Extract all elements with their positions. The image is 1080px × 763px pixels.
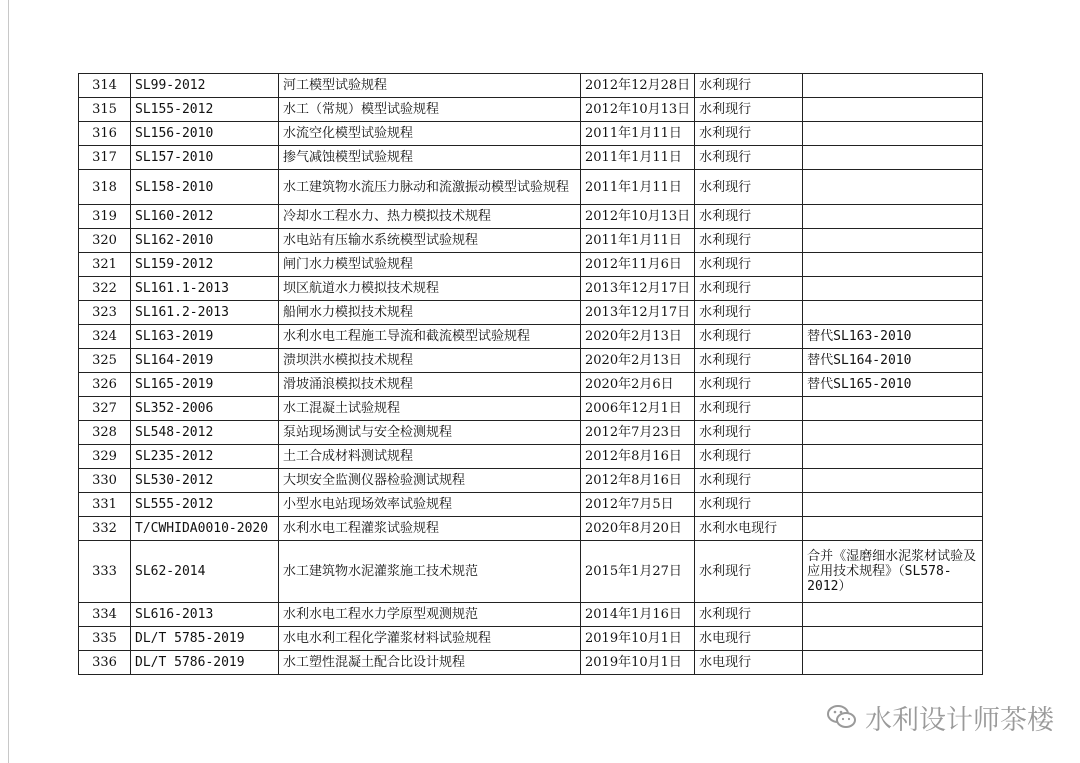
- cell-number: 316: [79, 122, 131, 146]
- cell-note: [803, 98, 983, 122]
- cell-note: [803, 253, 983, 277]
- cell-status: 水利现行: [695, 421, 803, 445]
- cell-standard-title: 水电站有压输水系统模型试验规程: [279, 229, 581, 253]
- cell-standard-code: DL/T 5785-2019: [131, 627, 279, 651]
- cell-standard-code: SL161.2-2013: [131, 301, 279, 325]
- table-row: [79, 170, 983, 205]
- cell-status: 水利现行: [695, 74, 803, 98]
- cell-note: [803, 517, 983, 541]
- cell-standard-title: 泵站现场测试与安全检测规程: [279, 421, 581, 445]
- table-row: [79, 603, 983, 627]
- cell-date: 2011年1月11日: [581, 229, 695, 253]
- cell-status: 水利现行: [695, 325, 803, 349]
- cell-standard-code: SL548-2012: [131, 421, 279, 445]
- cell-date: 2011年1月11日: [581, 170, 695, 205]
- cell-date: 2013年12月17日: [581, 277, 695, 301]
- table-row: [79, 651, 983, 675]
- table-row: [79, 421, 983, 445]
- cell-number: 319: [79, 205, 131, 229]
- cell-standard-title: 水工混凝土试验规程: [279, 397, 581, 421]
- cell-number: 322: [79, 277, 131, 301]
- cell-standard-title: 坝区航道水力模拟技术规程: [279, 277, 581, 301]
- cell-number: 334: [79, 603, 131, 627]
- cell-date: 2012年7月5日: [581, 493, 695, 517]
- table-row: [79, 301, 983, 325]
- cell-number: 323: [79, 301, 131, 325]
- table-row: [79, 469, 983, 493]
- cell-standard-code: SL162-2010: [131, 229, 279, 253]
- cell-status: 水利现行: [695, 541, 803, 603]
- cell-status: 水利现行: [695, 301, 803, 325]
- cell-status: 水利现行: [695, 373, 803, 397]
- cell-status: 水利现行: [695, 603, 803, 627]
- cell-status: 水利现行: [695, 122, 803, 146]
- table-row: [79, 146, 983, 170]
- table-row: [79, 397, 983, 421]
- cell-number: 335: [79, 627, 131, 651]
- table-row: [79, 253, 983, 277]
- cell-status: 水利现行: [695, 98, 803, 122]
- cell-standard-code: SL155-2012: [131, 98, 279, 122]
- table-row: [79, 541, 983, 603]
- cell-standard-code: SL555-2012: [131, 493, 279, 517]
- cell-standard-title: 船闸水力模拟技术规程: [279, 301, 581, 325]
- cell-number: 324: [79, 325, 131, 349]
- watermark-text: 水利设计师茶楼: [865, 704, 1054, 736]
- cell-standard-title: 水利水电工程灌浆试验规程: [279, 517, 581, 541]
- cell-standard-code: SL159-2012: [131, 253, 279, 277]
- cell-standard-code: SL352-2006: [131, 397, 279, 421]
- cell-status: 水利现行: [695, 146, 803, 170]
- cell-number: 327: [79, 397, 131, 421]
- cell-note: [803, 277, 983, 301]
- cell-date: 2006年12月1日: [581, 397, 695, 421]
- table-row: [79, 74, 983, 98]
- cell-standard-code: SL158-2010: [131, 170, 279, 205]
- cell-standard-code: SL160-2012: [131, 205, 279, 229]
- cell-date: 2012年10月13日: [581, 205, 695, 229]
- table-row: [79, 98, 983, 122]
- cell-number: 330: [79, 469, 131, 493]
- cell-status: 水利现行: [695, 445, 803, 469]
- cell-number: 318: [79, 170, 131, 205]
- cell-date: 2020年2月6日: [581, 373, 695, 397]
- cell-note: [803, 74, 983, 98]
- cell-note: [803, 122, 983, 146]
- cell-note: 替代SL165-2010: [803, 373, 983, 397]
- cell-standard-code: SL157-2010: [131, 146, 279, 170]
- cell-standard-title: 小型水电站现场效率试验规程: [279, 493, 581, 517]
- table-row: [79, 325, 983, 349]
- cell-date: 2012年11月6日: [581, 253, 695, 277]
- cell-note: [803, 493, 983, 517]
- cell-standard-title: 闸门水力模型试验规程: [279, 253, 581, 277]
- cell-note: [803, 421, 983, 445]
- cell-standard-title: 溃坝洪水模拟技术规程: [279, 349, 581, 373]
- cell-note: [803, 445, 983, 469]
- cell-status: 水利现行: [695, 493, 803, 517]
- cell-status: 水利现行: [695, 170, 803, 205]
- cell-date: 2012年7月23日: [581, 421, 695, 445]
- cell-date: 2012年8月16日: [581, 445, 695, 469]
- cell-number: 333: [79, 541, 131, 603]
- cell-note: [803, 170, 983, 205]
- cell-note: [803, 301, 983, 325]
- table-row: [79, 349, 983, 373]
- cell-date: 2011年1月11日: [581, 122, 695, 146]
- cell-number: 326: [79, 373, 131, 397]
- cell-date: 2012年10月13日: [581, 98, 695, 122]
- cell-standard-title: 水工建筑物水流压力脉动和流激振动模型试验规程: [279, 170, 581, 205]
- cell-standard-code: SL165-2019: [131, 373, 279, 397]
- cell-standard-code: DL/T 5786-2019: [131, 651, 279, 675]
- cell-status: 水利现行: [695, 469, 803, 493]
- cell-status: 水利现行: [695, 397, 803, 421]
- cell-number: 325: [79, 349, 131, 373]
- cell-standard-title: 水流空化模型试验规程: [279, 122, 581, 146]
- cell-note: [803, 229, 983, 253]
- cell-number: 314: [79, 74, 131, 98]
- cell-standard-code: SL235-2012: [131, 445, 279, 469]
- cell-standard-code: SL161.1-2013: [131, 277, 279, 301]
- table-row: [79, 493, 983, 517]
- cell-date: 2015年1月27日: [581, 541, 695, 603]
- table-row: [79, 205, 983, 229]
- page-edge-line: [8, 0, 9, 763]
- cell-standard-code: SL164-2019: [131, 349, 279, 373]
- cell-note: [803, 627, 983, 651]
- cell-note: 合并《湿磨细水泥浆材试验及应用技术规程》（SL578-2012）: [803, 541, 983, 603]
- cell-standard-code: SL616-2013: [131, 603, 279, 627]
- cell-status: 水利现行: [695, 349, 803, 373]
- table-row: [79, 229, 983, 253]
- cell-standard-code: SL163-2019: [131, 325, 279, 349]
- cell-standard-code: SL62-2014: [131, 541, 279, 603]
- table-row: [79, 277, 983, 301]
- cell-date: 2014年1月16日: [581, 603, 695, 627]
- cell-standard-title: 水工建筑物水泥灌浆施工技术规范: [279, 541, 581, 603]
- cell-date: 2020年2月13日: [581, 325, 695, 349]
- cell-standard-title: 水利水电工程施工导流和截流模型试验规程: [279, 325, 581, 349]
- cell-standard-title: 水利水电工程水力学原型观测规范: [279, 603, 581, 627]
- cell-standard-title: 掺气减蚀模型试验规程: [279, 146, 581, 170]
- standards-table: [78, 73, 983, 675]
- cell-note: [803, 651, 983, 675]
- cell-standard-code: SL99-2012: [131, 74, 279, 98]
- cell-number: 332: [79, 517, 131, 541]
- cell-number: 317: [79, 146, 131, 170]
- cell-note: [803, 397, 983, 421]
- table-row: [79, 627, 983, 651]
- cell-date: 2020年8月20日: [581, 517, 695, 541]
- cell-number: 329: [79, 445, 131, 469]
- cell-number: 328: [79, 421, 131, 445]
- cell-standard-title: 滑坡涌浪模拟技术规程: [279, 373, 581, 397]
- cell-status: 水利现行: [695, 253, 803, 277]
- cell-note: [803, 146, 983, 170]
- cell-standard-title: 冷却水工程水力、热力模拟技术规程: [279, 205, 581, 229]
- cell-standard-title: 水工塑性混凝土配合比设计规程: [279, 651, 581, 675]
- cell-status: 水利现行: [695, 229, 803, 253]
- table-row: [79, 445, 983, 469]
- cell-number: 315: [79, 98, 131, 122]
- watermark: [827, 700, 1054, 734]
- cell-date: 2019年10月1日: [581, 651, 695, 675]
- cell-standard-code: T/CWHIDA0010-2020: [131, 517, 279, 541]
- cell-standard-title: 大坝安全监测仪器检验测试规程: [279, 469, 581, 493]
- cell-number: 321: [79, 253, 131, 277]
- table-row: [79, 122, 983, 146]
- cell-standard-title: 水工（常规）模型试验规程: [279, 98, 581, 122]
- cell-status: 水利水电现行: [695, 517, 803, 541]
- cell-number: 320: [79, 229, 131, 253]
- cell-note: [803, 205, 983, 229]
- cell-number: 331: [79, 493, 131, 517]
- cell-standard-code: SL156-2010: [131, 122, 279, 146]
- cell-date: 2019年10月1日: [581, 627, 695, 651]
- cell-status: 水电现行: [695, 627, 803, 651]
- cell-note: 替代SL164-2010: [803, 349, 983, 373]
- cell-note: [803, 469, 983, 493]
- table-row: [79, 373, 983, 397]
- cell-standard-code: SL530-2012: [131, 469, 279, 493]
- cell-status: 水利现行: [695, 277, 803, 301]
- cell-number: 336: [79, 651, 131, 675]
- cell-date: 2012年12月28日: [581, 74, 695, 98]
- table-row: [79, 517, 983, 541]
- cell-standard-title: 土工合成材料测试规程: [279, 445, 581, 469]
- cell-date: 2020年2月13日: [581, 349, 695, 373]
- cell-date: 2012年8月16日: [581, 469, 695, 493]
- cell-note: 替代SL163-2010: [803, 325, 983, 349]
- cell-status: 水电现行: [695, 651, 803, 675]
- cell-standard-title: 河工模型试验规程: [279, 74, 581, 98]
- cell-standard-title: 水电水利工程化学灌浆材料试验规程: [279, 627, 581, 651]
- cell-date: 2013年12月17日: [581, 301, 695, 325]
- cell-note: [803, 603, 983, 627]
- wechat-icon: [827, 704, 857, 730]
- cell-date: 2011年1月11日: [581, 146, 695, 170]
- cell-status: 水利现行: [695, 205, 803, 229]
